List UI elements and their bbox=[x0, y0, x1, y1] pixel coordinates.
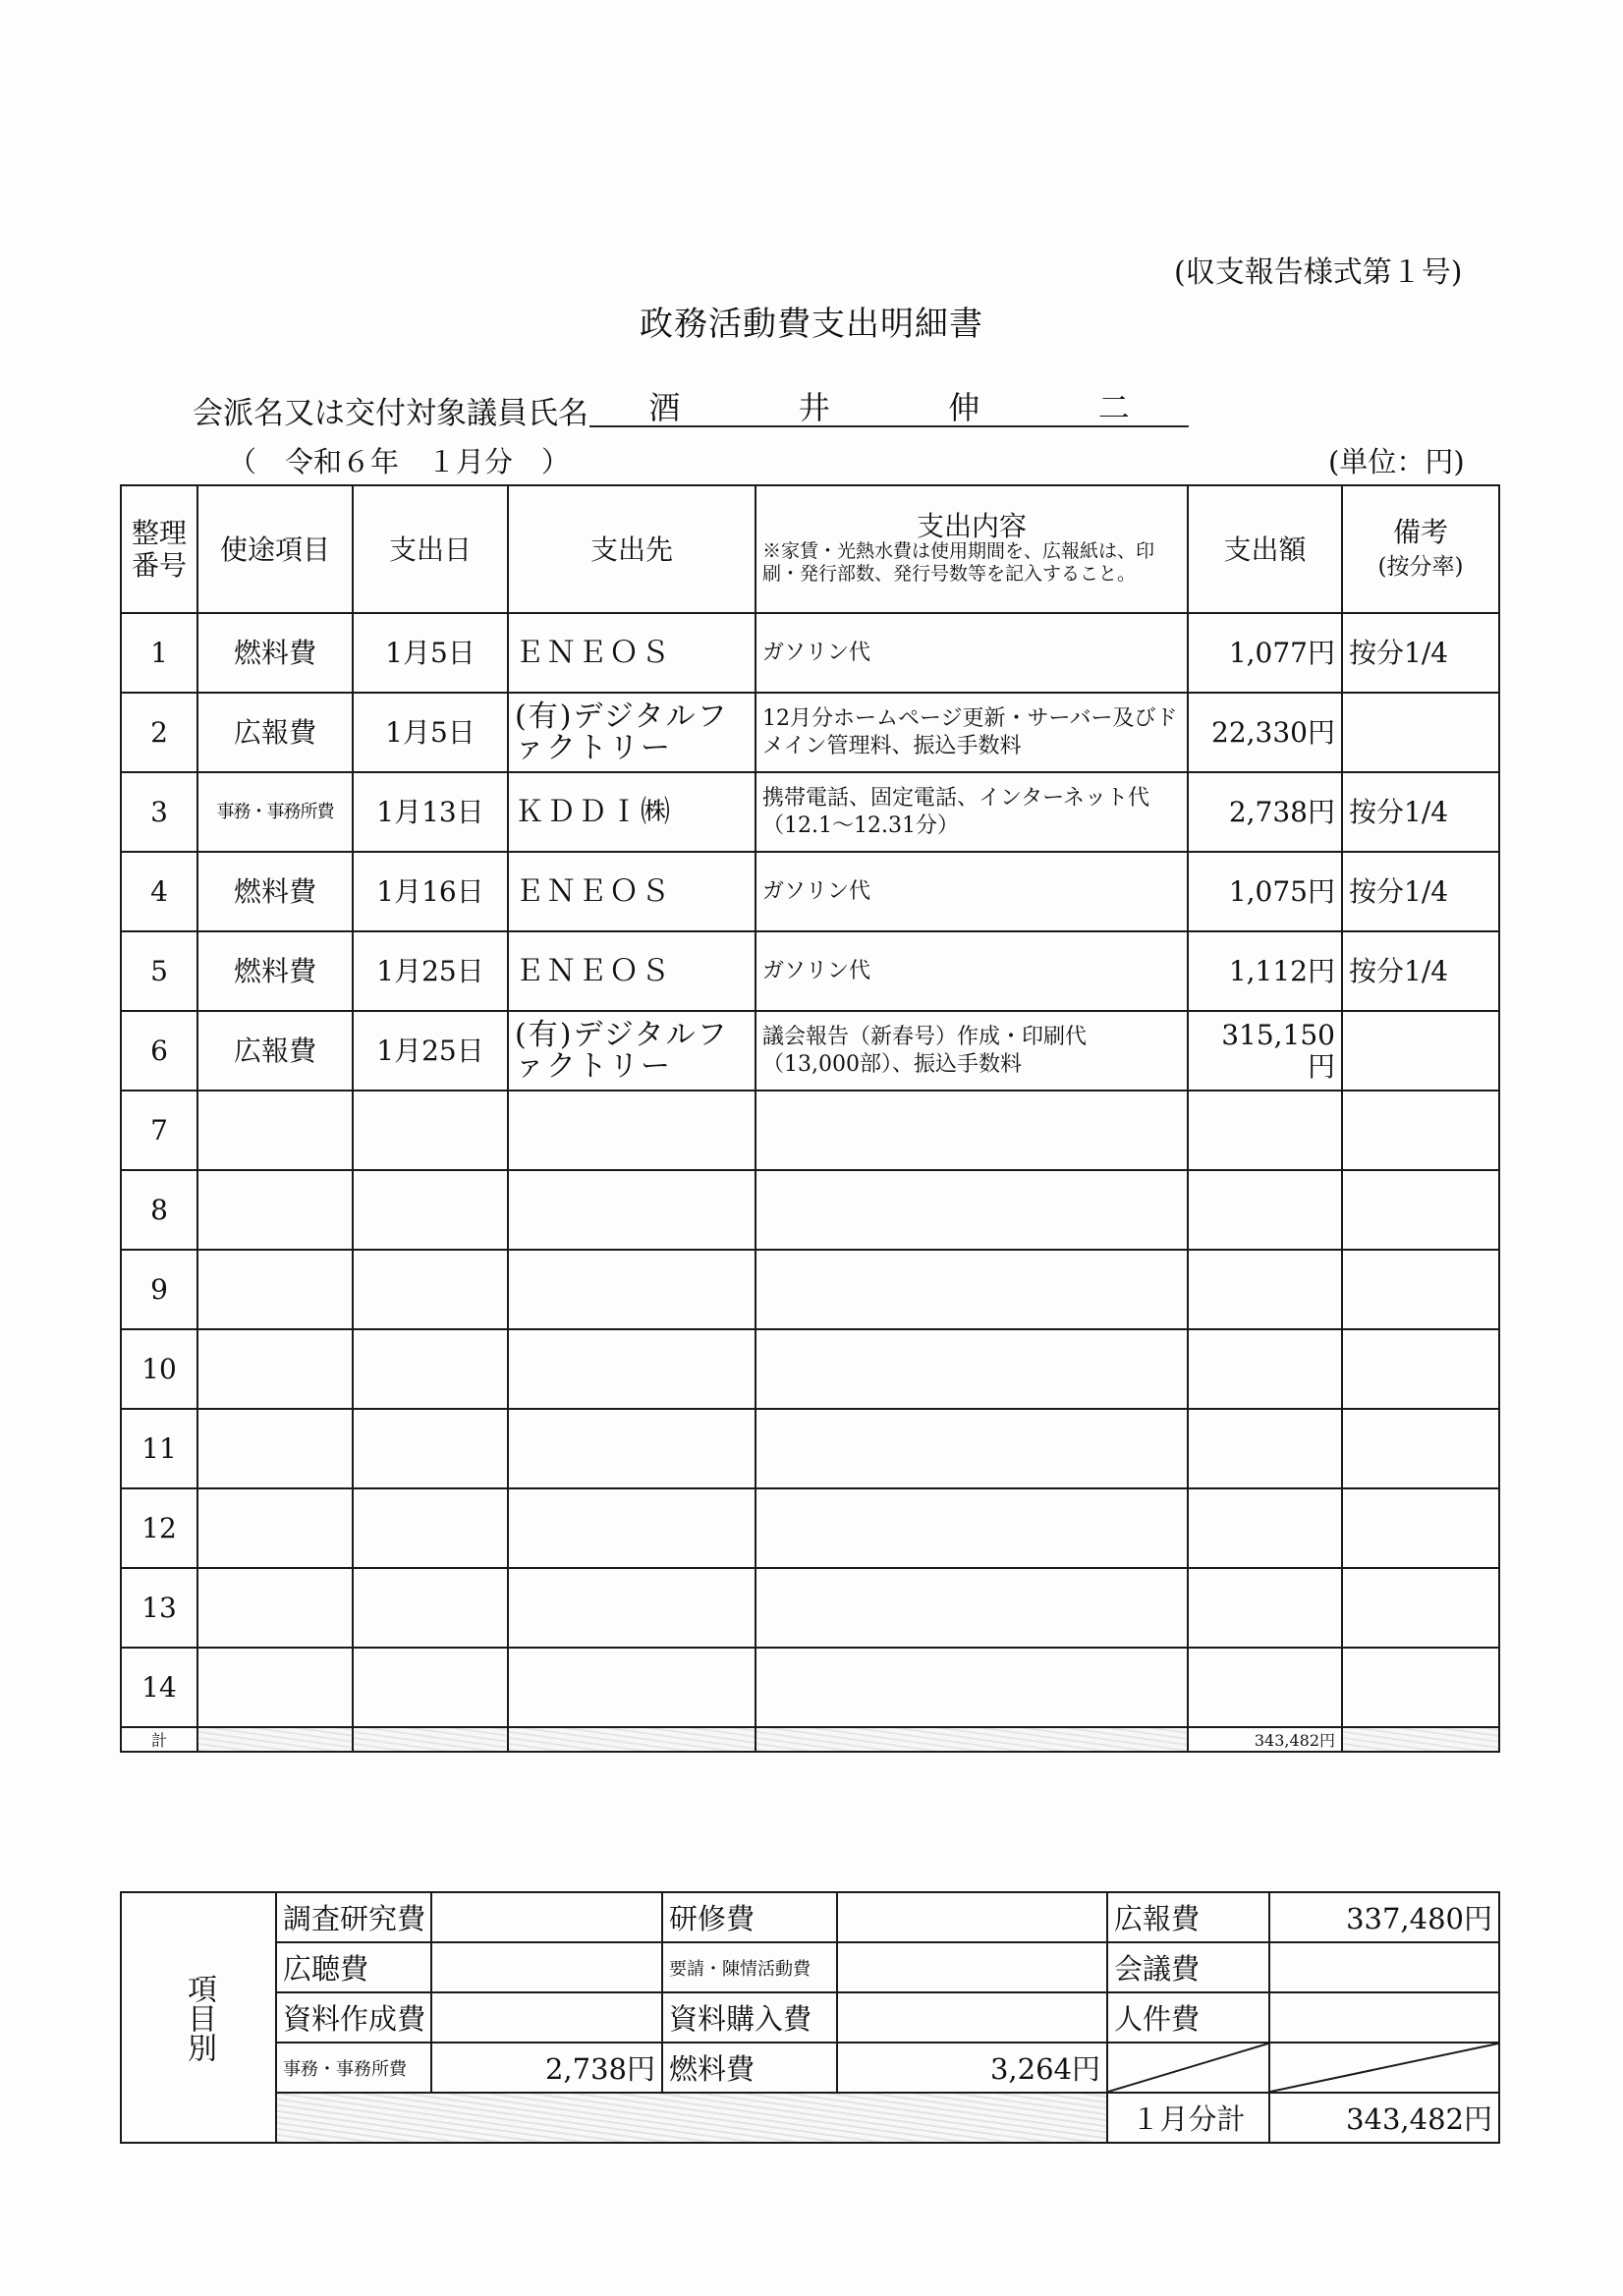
row-payee: (有)デジタルファクトリー bbox=[508, 1011, 756, 1091]
row-amount bbox=[1188, 1170, 1342, 1250]
row-content: ガソリン代 bbox=[756, 931, 1188, 1011]
row-content bbox=[756, 1409, 1188, 1488]
row-category bbox=[197, 1488, 353, 1568]
hatched-cell bbox=[353, 1727, 508, 1752]
expense-detail-table bbox=[120, 484, 1500, 1753]
row-remarks bbox=[1342, 1568, 1499, 1648]
table-row bbox=[121, 1409, 1499, 1488]
row-remarks bbox=[1342, 1409, 1499, 1488]
summary-amount-research bbox=[431, 1892, 662, 1942]
month-total-label: １月分計 bbox=[1107, 2093, 1269, 2143]
summary-label-research: 調査研究費 bbox=[276, 1892, 431, 1942]
summary-label-training: 研修費 bbox=[662, 1892, 837, 1942]
row-date bbox=[353, 1091, 508, 1170]
row-number: 10 bbox=[121, 1329, 197, 1409]
summary-amount-office: 2,738円 bbox=[431, 2043, 662, 2093]
row-amount: 1,112円 bbox=[1188, 931, 1342, 1011]
summary-label-materials-purchase: 資料購入費 bbox=[662, 1992, 837, 2043]
row-category: 広報費 bbox=[197, 693, 353, 772]
row-date bbox=[353, 1568, 508, 1648]
row-number: 4 bbox=[121, 852, 197, 931]
row-date bbox=[353, 1409, 508, 1488]
row-date: 1月5日 bbox=[353, 613, 508, 693]
summary-label-meeting: 会議費 bbox=[1107, 1942, 1269, 1992]
row-remarks: 按分1/4 bbox=[1342, 613, 1499, 693]
summary-amount-personnel bbox=[1269, 1992, 1499, 2043]
summary-amount-fuel: 3,264円 bbox=[837, 2043, 1107, 2093]
row-category bbox=[197, 1648, 353, 1727]
row-number: 5 bbox=[121, 931, 197, 1011]
summary-amount-training bbox=[837, 1892, 1107, 1942]
table-row bbox=[121, 1011, 1499, 1091]
row-number: 1 bbox=[121, 613, 197, 693]
member-name-char: 井 bbox=[798, 389, 830, 426]
row-content bbox=[756, 1488, 1188, 1568]
summary-label-hearing: 広聴費 bbox=[276, 1942, 431, 1992]
row-content bbox=[756, 1329, 1188, 1409]
header-amount: 支出額 bbox=[1188, 485, 1342, 613]
row-payee bbox=[508, 1091, 756, 1170]
row-amount: 2,738円 bbox=[1188, 772, 1342, 852]
row-date: 1月25日 bbox=[353, 1011, 508, 1091]
row-number: 11 bbox=[121, 1409, 197, 1488]
header-content bbox=[756, 485, 1188, 613]
table-header-row bbox=[121, 485, 1499, 613]
row-payee: ＥＮＥＯＳ bbox=[508, 613, 756, 693]
row-amount: 1,075円 bbox=[1188, 852, 1342, 931]
table-row bbox=[121, 613, 1499, 693]
form-number: (収支報告様式第１号) bbox=[1174, 255, 1463, 290]
row-category bbox=[197, 1409, 353, 1488]
row-date bbox=[353, 1250, 508, 1329]
row-content bbox=[756, 1648, 1188, 1727]
diagonal-blank-cell bbox=[1107, 2043, 1269, 2093]
row-date bbox=[353, 1488, 508, 1568]
row-remarks: 按分1/4 bbox=[1342, 772, 1499, 852]
row-payee: ＥＮＥＯＳ bbox=[508, 931, 756, 1011]
row-number: 6 bbox=[121, 1011, 197, 1091]
table-row bbox=[121, 1568, 1499, 1648]
header-content-title: 支出内容 bbox=[916, 510, 1027, 542]
row-category bbox=[197, 1329, 353, 1409]
table-row bbox=[121, 1250, 1499, 1329]
page-title: 政務活動費支出明細書 bbox=[640, 305, 983, 344]
row-payee: (有)デジタルファクトリー bbox=[508, 693, 756, 772]
row-amount: 315,150円 bbox=[1188, 1011, 1342, 1091]
row-category bbox=[197, 1170, 353, 1250]
table-row bbox=[121, 1170, 1499, 1250]
hatched-cell bbox=[508, 1727, 756, 1752]
total-amount: 343,482円 bbox=[1188, 1727, 1342, 1752]
row-payee: ＫＤＤＩ㈱ bbox=[508, 772, 756, 852]
total-row bbox=[121, 1727, 1499, 1752]
row-content bbox=[756, 1568, 1188, 1648]
diagonal-blank-cell bbox=[1269, 2043, 1499, 2093]
summary-section-label: 項目別 bbox=[121, 1892, 276, 2143]
header-no: 整理番号 bbox=[121, 485, 197, 613]
row-remarks bbox=[1342, 1648, 1499, 1727]
row-category: 事務・事務所費 bbox=[197, 772, 353, 852]
row-remarks bbox=[1342, 1011, 1499, 1091]
row-date: 1月5日 bbox=[353, 693, 508, 772]
row-content: ガソリン代 bbox=[756, 613, 1188, 693]
header-payee: 支出先 bbox=[508, 485, 756, 613]
summary-amount-hearing bbox=[431, 1942, 662, 1992]
row-content bbox=[756, 1250, 1188, 1329]
table-row bbox=[121, 1488, 1499, 1568]
header-remarks bbox=[1342, 485, 1499, 613]
member-name-char: 二 bbox=[1097, 389, 1130, 426]
row-number: 9 bbox=[121, 1250, 197, 1329]
row-payee bbox=[508, 1648, 756, 1727]
row-number: 7 bbox=[121, 1091, 197, 1170]
hatched-cell bbox=[756, 1727, 1188, 1752]
header-remarks-sub: (按分率) bbox=[1377, 553, 1464, 580]
summary-amount-meeting bbox=[1269, 1942, 1499, 1992]
row-remarks bbox=[1342, 1250, 1499, 1329]
row-number: 13 bbox=[121, 1568, 197, 1648]
row-remarks bbox=[1342, 1329, 1499, 1409]
row-content: ガソリン代 bbox=[756, 852, 1188, 931]
row-amount bbox=[1188, 1409, 1342, 1488]
row-payee bbox=[508, 1250, 756, 1329]
row-number: 2 bbox=[121, 693, 197, 772]
row-amount bbox=[1188, 1329, 1342, 1409]
header-date: 支出日 bbox=[353, 485, 508, 613]
row-date bbox=[353, 1648, 508, 1727]
table-row bbox=[121, 1329, 1499, 1409]
summary-amount-materials-creation bbox=[431, 1992, 662, 2043]
row-date bbox=[353, 1329, 508, 1409]
row-remarks bbox=[1342, 1170, 1499, 1250]
row-payee bbox=[508, 1568, 756, 1648]
month-total-amount: 343,482円 bbox=[1269, 2093, 1499, 2143]
row-category bbox=[197, 1250, 353, 1329]
row-amount: 22,330円 bbox=[1188, 693, 1342, 772]
total-label: 計 bbox=[121, 1727, 197, 1752]
row-amount bbox=[1188, 1091, 1342, 1170]
member-name-char: 酒 bbox=[648, 389, 681, 426]
summary-label-office: 事務・事務所費 bbox=[276, 2043, 431, 2093]
row-remarks: 按分1/4 bbox=[1342, 852, 1499, 931]
row-category bbox=[197, 1568, 353, 1648]
summary-label-personnel: 人件費 bbox=[1107, 1992, 1269, 2043]
row-amount bbox=[1188, 1648, 1342, 1727]
table-row bbox=[121, 1091, 1499, 1170]
summary-amount-petition bbox=[837, 1942, 1107, 1992]
header-remarks-title: 備考 bbox=[1392, 515, 1448, 548]
row-payee: ＥＮＥＯＳ bbox=[508, 852, 756, 931]
summary-amount-materials-purchase bbox=[837, 1992, 1107, 2043]
row-number: 3 bbox=[121, 772, 197, 852]
row-amount bbox=[1188, 1488, 1342, 1568]
table-row bbox=[121, 931, 1499, 1011]
summary-label-fuel: 燃料費 bbox=[662, 2043, 837, 2093]
row-category: 燃料費 bbox=[197, 931, 353, 1011]
hatched-cell bbox=[276, 2093, 1107, 2143]
header-content-note: ※家賃・光熱水費は使用期間を、広報紙は、印刷・発行部数、発行号数等を記入すること。 bbox=[762, 540, 1155, 585]
member-name-field bbox=[589, 386, 1189, 427]
row-date bbox=[353, 1170, 508, 1250]
row-category: 燃料費 bbox=[197, 613, 353, 693]
row-payee bbox=[508, 1170, 756, 1250]
summary-amount-pr: 337,480円 bbox=[1269, 1892, 1499, 1942]
row-content: 議会報告（新春号）作成・印刷代（13,000部）、振込手数料 bbox=[756, 1011, 1188, 1091]
member-name-char: 伸 bbox=[948, 389, 980, 426]
row-remarks bbox=[1342, 1488, 1499, 1568]
row-payee bbox=[508, 1488, 756, 1568]
hatched-cell bbox=[1342, 1727, 1499, 1752]
row-date: 1月16日 bbox=[353, 852, 508, 931]
row-content: 携帯電話、固定電話、インターネット代（12.1～12.31分） bbox=[756, 772, 1188, 852]
row-date: 1月13日 bbox=[353, 772, 508, 852]
table-row bbox=[121, 693, 1499, 772]
reporting-period: （ 令和６年 １月分 ） bbox=[228, 445, 571, 478]
unit-label: (単位：円) bbox=[1328, 445, 1465, 478]
row-amount bbox=[1188, 1568, 1342, 1648]
category-summary-table bbox=[120, 1891, 1500, 2144]
row-category: 広報費 bbox=[197, 1011, 353, 1091]
hatched-cell bbox=[197, 1727, 353, 1752]
row-number: 14 bbox=[121, 1648, 197, 1727]
table-row bbox=[121, 772, 1499, 852]
row-date: 1月25日 bbox=[353, 931, 508, 1011]
row-remarks: 按分1/4 bbox=[1342, 931, 1499, 1011]
row-payee bbox=[508, 1329, 756, 1409]
row-amount bbox=[1188, 1250, 1342, 1329]
row-amount: 1,077円 bbox=[1188, 613, 1342, 693]
row-category: 燃料費 bbox=[197, 852, 353, 931]
row-content: 12月分ホームページ更新・サーバー及びドメイン管理料、振込手数料 bbox=[756, 693, 1188, 772]
row-payee bbox=[508, 1409, 756, 1488]
table-row bbox=[121, 852, 1499, 931]
summary-label-petition: 要請・陳情活動費 bbox=[662, 1942, 837, 1992]
row-number: 12 bbox=[121, 1488, 197, 1568]
row-remarks bbox=[1342, 693, 1499, 772]
member-name-label: 会派名又は交付対象議員氏名 bbox=[193, 396, 588, 431]
row-number: 8 bbox=[121, 1170, 197, 1250]
row-content bbox=[756, 1170, 1188, 1250]
summary-label-pr: 広報費 bbox=[1107, 1892, 1269, 1942]
table-row bbox=[121, 1648, 1499, 1727]
row-remarks bbox=[1342, 1091, 1499, 1170]
row-content bbox=[756, 1091, 1188, 1170]
header-category: 使途項目 bbox=[197, 485, 353, 613]
summary-label-materials-creation: 資料作成費 bbox=[276, 1992, 431, 2043]
row-category bbox=[197, 1091, 353, 1170]
